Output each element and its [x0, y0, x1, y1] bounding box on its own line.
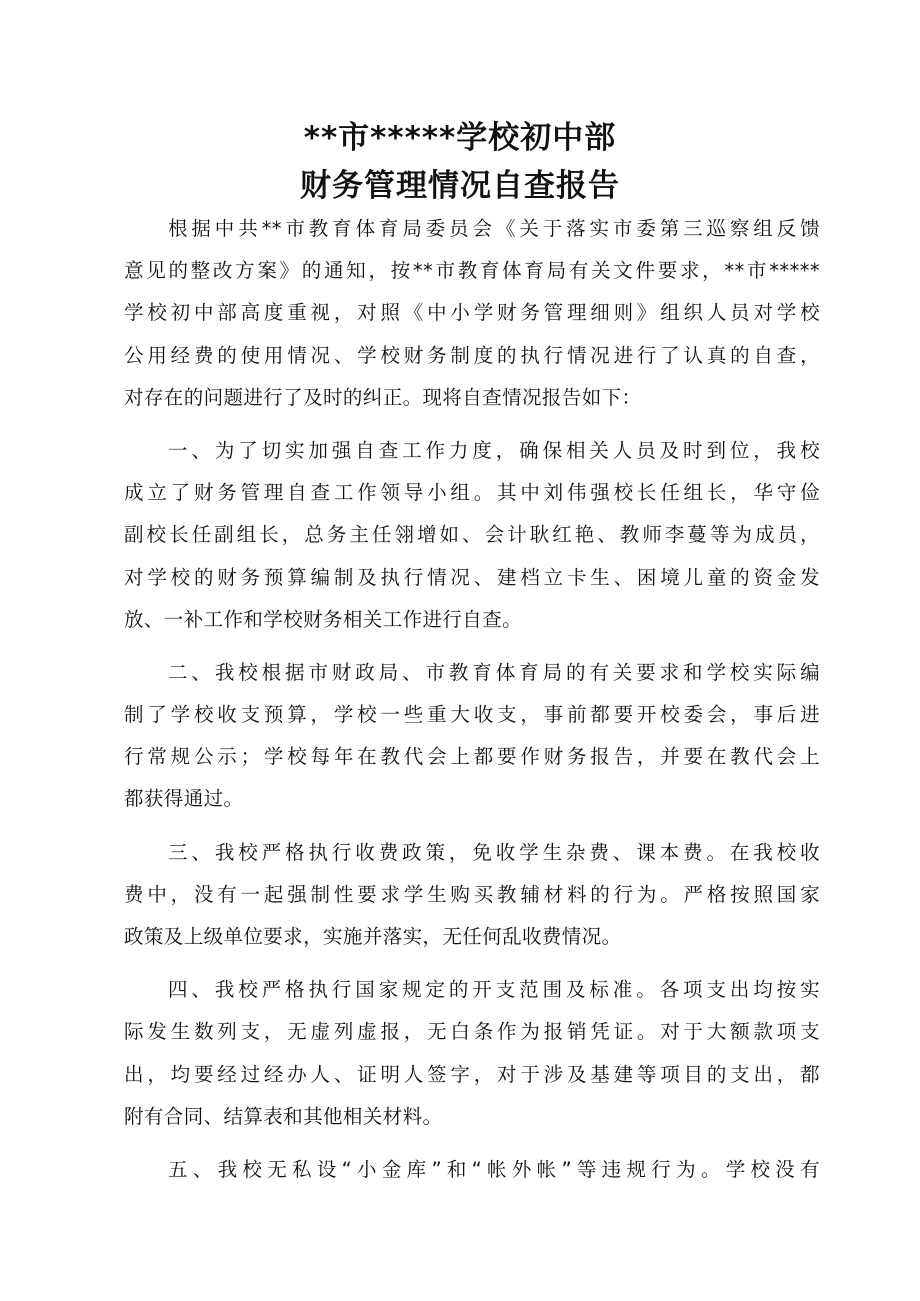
paragraph-intro: [124, 208, 820, 419]
paragraph-line: 附有合同、结算表和其他相关材料。: [124, 1104, 443, 1128]
paragraph-line: 公用经费的使用情况、学校财务制度的执行情况进行了认真的自查，: [124, 343, 820, 367]
paragraph-section-4: [124, 969, 820, 1138]
paragraph-line: 行常规公示；学校每年在教代会上都要作财务报告，并要在教代会上: [124, 745, 820, 769]
document-title-line-1: **市*****学校初中部: [303, 120, 617, 156]
document-title-line-2: 财务管理情况自查报告: [300, 168, 620, 204]
paragraph-line: 五、我校无私设“小金库”和“帐外帐”等违规行为。学校没有: [168, 1157, 820, 1181]
paragraph-line: 根据中共**市教育体育局委员会《关于落实市委第三巡察组反馈: [168, 217, 820, 240]
paragraph-line: 费中，没有一起强制性要求学生购买教辅材料的行为。严格按照国家: [124, 882, 820, 906]
paragraph-section-3: [124, 832, 820, 959]
paragraph-line: 意见的整改方案》的通知，按**市教育体育局有关文件要求，**市*****: [124, 259, 820, 283]
paragraph-line: 一、为了切实加强自查工作力度，确保相关人员及时到位，我校: [168, 438, 820, 462]
report-body: [124, 208, 820, 1191]
paragraph-line: 制了学校收支预算，学校一些重大收支，事前都要开校委会，事后进: [124, 703, 820, 727]
paragraph-section-2: [124, 652, 820, 821]
paragraph-line: 都获得通过。: [124, 787, 244, 811]
paragraph-section-5: [124, 1149, 820, 1191]
paragraph-line: 对学校的财务预算编制及执行情况、建档立卡生、困境儿童的资金发: [124, 565, 820, 589]
paragraph-line: 出，均要经过经办人、证明人签字，对于涉及基建等项目的支出，都: [124, 1062, 820, 1086]
paragraph-line: 学校初中部高度重视，对照《中小学财务管理细则》组织人员对学校: [124, 301, 820, 325]
paragraph-line: 三、我校严格执行收费政策，免收学生杂费、课本费。在我校收: [168, 840, 820, 864]
paragraph-line: 政策及上级单位要求，实施并落实，无任何乱收费情况。: [124, 925, 622, 948]
paragraph-line: 放、一补工作和学校财务相关工作进行自查。: [124, 607, 523, 631]
paragraph-line: 四、我校严格执行国家规定的开支范围及标准。各项支出均按实: [168, 978, 820, 1002]
paragraph-line: 际发生数列支，无虚列虚报，无白条作为报销凭证。对于大额款项支: [124, 1020, 820, 1044]
paragraph-line: 副校长任副组长，总务主任翎增如、会计耿红艳、教师李蔓等为成员，: [124, 523, 820, 547]
paragraph-line: 成立了财务管理自查工作领导小组。其中刘伟强校长任组长，华守俭: [124, 481, 820, 505]
paragraph-line: 对存在的问题进行了及时的纠正。现将自查情况报告如下：: [124, 385, 642, 409]
paragraph-line: 二、我校根据市财政局、市教育体育局的有关要求和学校实际编: [168, 660, 820, 684]
paragraph-section-1: [124, 430, 820, 641]
